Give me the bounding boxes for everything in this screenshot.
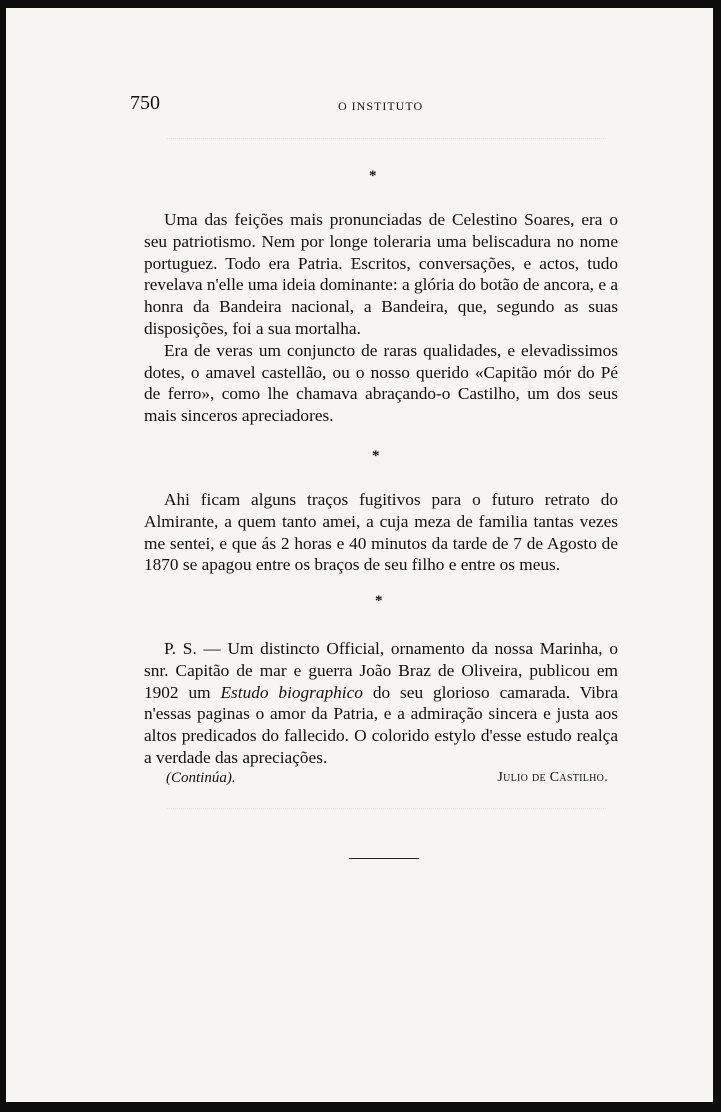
postscript-paragraph [144, 638, 618, 769]
postscript-lead: P. S. — Um distincto Official, ornamento da nossa Marinha, o snr. Capitão de mar e guerra João Braz de Oliveira, publicou em 1902 um [144, 639, 618, 702]
continua-note: (Continúa). [166, 770, 236, 786]
end-rule [349, 858, 419, 859]
section-separator-1: * [369, 168, 377, 184]
paragraph-qualities: Era de veras um conjuncto de raras qualidades, e elevadissimos dotes, o amavel castellão, ou o nosso querido «Capitão mór do Pé de ferro», como lhe chamava abraçando-o Castilho, um dos seus mais sinceros apreciadores. [144, 340, 618, 426]
postscript-title-italic: Estudo biographico [220, 682, 363, 702]
page-header [130, 92, 643, 122]
bleed-through-top [166, 138, 606, 199]
paragraph-farewell: Ahi ficam alguns traços fugitivos para o futuro retrato do Almirante, a quem tanto amei, a cuja meza de familia tantas vezes me sentei, e que ás 2 horas e 40 minutos da tarde de 7 de Agosto de 1870 se apagou entre os braços de seu filho e entre os meus. [144, 490, 618, 575]
running-title: O INSTITUTO [338, 99, 424, 113]
section-separator-2: * [372, 448, 380, 464]
page-number: 750 [130, 92, 160, 114]
author-signature: Julio de Castilho. [497, 770, 608, 785]
section-separator-3: * [375, 593, 383, 609]
section-2 [144, 489, 618, 576]
postscript-tail: do seu glorioso camarada. Vibra n'essas paginas o amor da Patria, e a admiração sincera e justa aos altos predicados do fallecido. O colorido estylo d'esse estudo realça a verdade das apreciações. [144, 682, 618, 767]
section-1 [144, 209, 618, 427]
bleed-through-bottom [166, 808, 606, 929]
paragraph-patriotism: Uma das feições mais pronunciadas de Celestino Soares, era o seu patriotismo. Nem por longe toleraria uma beliscadura no nome portuguez. Todo era Patria. Escritos, conversações, e actos, tudo revelava n'elle uma ideia dominante: a glória do botão de ancora, e a honra da Bandeira nacional, a Bandeira, que, segundo as suas disposições, foi a sua mortalha. [144, 210, 618, 338]
section-3 [144, 638, 618, 769]
